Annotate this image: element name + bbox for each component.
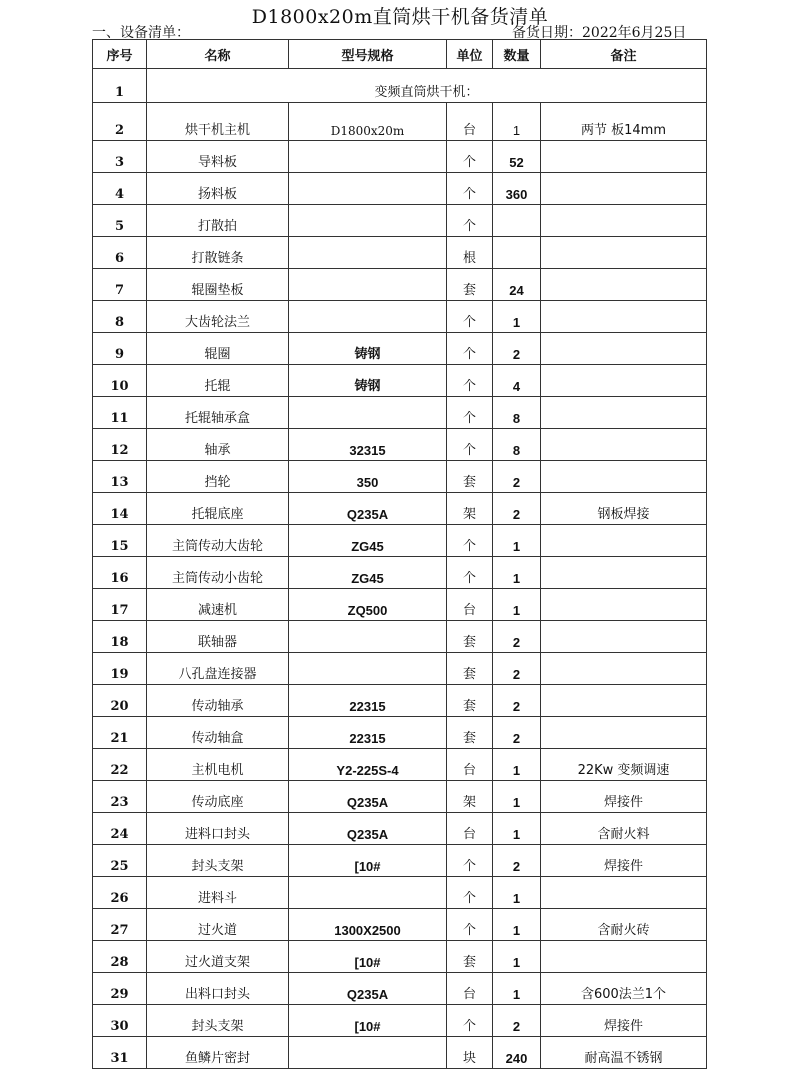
row-unit: 块 [447,1037,493,1069]
row-qty: 2 [493,493,541,525]
table-row [93,845,707,877]
header-note: 备注 [541,40,707,69]
row-no: 17 [93,589,147,621]
row-no: 4 [93,173,147,205]
row-unit: 架 [447,781,493,813]
row-unit: 个 [447,1005,493,1037]
row-no: 2 [93,103,147,141]
row-no: 19 [93,653,147,685]
row-note: 耐高温不锈钢 [541,1037,707,1069]
table-row [93,205,707,237]
row-note [541,461,707,493]
row-unit: 套 [447,653,493,685]
row-unit: 个 [447,429,493,461]
row-unit: 个 [447,845,493,877]
section-title: 变频直筒烘干机： [147,69,707,103]
row-qty: 1 [493,103,541,141]
row-no: 30 [93,1005,147,1037]
row-no: 1 [93,69,147,103]
row-note [541,365,707,397]
document-title: D1800x20m直筒烘干机备货清单 [251,6,549,28]
row-name: 烘干机主机 [147,103,289,141]
row-model: 22315 [289,717,447,749]
row-qty: 2 [493,461,541,493]
row-model: Q235A [289,973,447,1005]
row-unit: 个 [447,205,493,237]
row-model [289,205,447,237]
row-unit: 套 [447,461,493,493]
row-name: 挡轮 [147,461,289,493]
row-qty: 4 [493,365,541,397]
table-row [93,941,707,973]
table-row [93,525,707,557]
row-no: 11 [93,397,147,429]
row-note [541,653,707,685]
row-note [541,685,707,717]
row-no: 13 [93,461,147,493]
section-row [93,69,707,103]
row-unit: 个 [447,397,493,429]
row-unit: 个 [447,333,493,365]
row-note [541,941,707,973]
header-model: 型号规格 [289,40,447,69]
row-no: 26 [93,877,147,909]
row-model: [10# [289,941,447,973]
row-model: ZQ500 [289,589,447,621]
row-qty: 1 [493,909,541,941]
row-model [289,653,447,685]
row-qty: 1 [493,781,541,813]
row-name: 传动底座 [147,781,289,813]
row-name: 导料板 [147,141,289,173]
row-unit: 个 [447,909,493,941]
table-row [93,429,707,461]
row-no: 31 [93,1037,147,1069]
row-name: 封头支架 [147,1005,289,1037]
table-row [93,461,707,493]
table-row [93,557,707,589]
row-no: 14 [93,493,147,525]
row-note [541,141,707,173]
row-note [541,397,707,429]
row-no: 7 [93,269,147,301]
row-qty: 1 [493,813,541,845]
row-name: 打散拍 [147,205,289,237]
row-unit: 台 [447,813,493,845]
stock-date: 备货日期：2022年6月25日 [512,25,687,41]
row-name: 托辊 [147,365,289,397]
row-unit: 个 [447,525,493,557]
row-qty: 240 [493,1037,541,1069]
row-model: Q235A [289,813,447,845]
row-model [289,141,447,173]
row-no: 8 [93,301,147,333]
row-no: 23 [93,781,147,813]
row-name: 出料口封头 [147,973,289,1005]
row-note [541,173,707,205]
row-no: 28 [93,941,147,973]
row-model [289,301,447,333]
row-qty: 8 [493,397,541,429]
section-label: 一、设备清单： [92,25,190,41]
row-qty: 2 [493,333,541,365]
table-row [93,589,707,621]
row-unit: 套 [447,685,493,717]
row-unit: 台 [447,589,493,621]
row-name: 过火道 [147,909,289,941]
row-model: 32315 [289,429,447,461]
equipment-table [92,39,707,1069]
row-unit: 台 [447,749,493,781]
row-model [289,237,447,269]
row-model: 铸钢 [289,333,447,365]
row-note [541,429,707,461]
row-unit: 套 [447,621,493,653]
row-no: 25 [93,845,147,877]
row-note: 焊接件 [541,845,707,877]
table-row [93,301,707,333]
row-model [289,1037,447,1069]
row-model [289,877,447,909]
row-no: 21 [93,717,147,749]
row-name: 鱼鳞片密封 [147,1037,289,1069]
table-row [93,685,707,717]
row-model [289,397,447,429]
row-name: 扬料板 [147,173,289,205]
row-note [541,205,707,237]
row-name: 过火道支架 [147,941,289,973]
row-unit: 台 [447,973,493,1005]
row-note [541,717,707,749]
table-header-row [93,40,707,69]
header-no: 序号 [93,40,147,69]
row-no: 22 [93,749,147,781]
row-no: 12 [93,429,147,461]
row-unit: 个 [447,301,493,333]
row-name: 轴承 [147,429,289,461]
row-qty: 2 [493,1005,541,1037]
row-no: 10 [93,365,147,397]
row-note [541,269,707,301]
row-name: 进料口封头 [147,813,289,845]
row-qty: 2 [493,653,541,685]
row-unit: 个 [447,173,493,205]
row-name: 主筒传动大齿轮 [147,525,289,557]
row-name: 托辊轴承盒 [147,397,289,429]
row-model: 350 [289,461,447,493]
row-unit: 套 [447,269,493,301]
table-row [93,237,707,269]
row-qty [493,237,541,269]
row-qty: 1 [493,749,541,781]
row-no: 16 [93,557,147,589]
row-unit: 台 [447,103,493,141]
row-note: 含耐火料 [541,813,707,845]
row-name: 传动轴盒 [147,717,289,749]
row-qty: 8 [493,429,541,461]
row-note [541,557,707,589]
row-qty: 2 [493,717,541,749]
row-note [541,877,707,909]
table-row [93,621,707,653]
row-qty: 1 [493,589,541,621]
row-name: 联轴器 [147,621,289,653]
row-no: 9 [93,333,147,365]
row-note [541,525,707,557]
row-qty: 360 [493,173,541,205]
row-no: 29 [93,973,147,1005]
row-note: 含耐火砖 [541,909,707,941]
row-model: [10# [289,845,447,877]
row-no: 20 [93,685,147,717]
row-no: 6 [93,237,147,269]
row-qty [493,205,541,237]
row-note [541,621,707,653]
table-row [93,269,707,301]
row-no: 15 [93,525,147,557]
row-qty: 2 [493,845,541,877]
row-qty: 1 [493,525,541,557]
header-unit: 单位 [447,40,493,69]
row-note [541,333,707,365]
row-note [541,237,707,269]
table-row [93,141,707,173]
table-row [93,173,707,205]
row-model: 铸钢 [289,365,447,397]
row-name: 进料斗 [147,877,289,909]
row-model: 1300X2500 [289,909,447,941]
header-name: 名称 [147,40,289,69]
row-note: 22Kw 变频调速 [541,749,707,781]
table-row [93,333,707,365]
row-qty: 1 [493,877,541,909]
row-unit: 架 [447,493,493,525]
row-unit: 个 [447,557,493,589]
row-note: 焊接件 [541,781,707,813]
row-model: Q235A [289,781,447,813]
row-name: 封头支架 [147,845,289,877]
row-unit: 套 [447,717,493,749]
row-model: D1800x20m [289,103,447,141]
row-qty: 2 [493,685,541,717]
header-qty: 数量 [493,40,541,69]
row-name: 传动轴承 [147,685,289,717]
row-note: 焊接件 [541,1005,707,1037]
table-row [93,781,707,813]
table-row [93,717,707,749]
table-row [93,909,707,941]
table-row [93,749,707,781]
row-unit: 个 [447,365,493,397]
table-row [93,813,707,845]
table-row [93,1005,707,1037]
row-note [541,301,707,333]
row-unit: 个 [447,141,493,173]
row-name: 打散链条 [147,237,289,269]
table-row [93,973,707,1005]
row-name: 大齿轮法兰 [147,301,289,333]
row-qty: 52 [493,141,541,173]
table-row [93,1037,707,1069]
table-row [93,493,707,525]
row-note: 两节 板14mm [541,103,707,141]
row-qty: 2 [493,621,541,653]
row-note: 钢板焊接 [541,493,707,525]
row-model: Y2-225S-4 [289,749,447,781]
row-model: [10# [289,1005,447,1037]
row-qty: 1 [493,301,541,333]
row-note [541,589,707,621]
row-no: 5 [93,205,147,237]
row-model: 22315 [289,685,447,717]
row-unit: 个 [447,877,493,909]
row-unit: 套 [447,941,493,973]
row-unit: 根 [447,237,493,269]
table-row [93,877,707,909]
row-note: 含600法兰1个 [541,973,707,1005]
row-model [289,173,447,205]
row-qty: 1 [493,973,541,1005]
row-model: Q235A [289,493,447,525]
row-no: 24 [93,813,147,845]
row-qty: 1 [493,941,541,973]
row-qty: 24 [493,269,541,301]
row-no: 27 [93,909,147,941]
row-no: 3 [93,141,147,173]
table-row [93,653,707,685]
row-name: 托辊底座 [147,493,289,525]
table-row [93,103,707,141]
row-qty: 1 [493,557,541,589]
table-row [93,365,707,397]
row-name: 主筒传动小齿轮 [147,557,289,589]
table-row [93,397,707,429]
row-name: 主机电机 [147,749,289,781]
row-name: 辊圈垫板 [147,269,289,301]
row-name: 辊圈 [147,333,289,365]
row-name: 减速机 [147,589,289,621]
row-model: ZG45 [289,525,447,557]
row-model [289,269,447,301]
row-model [289,621,447,653]
row-model: ZG45 [289,557,447,589]
row-no: 18 [93,621,147,653]
row-name: 八孔盘连接器 [147,653,289,685]
